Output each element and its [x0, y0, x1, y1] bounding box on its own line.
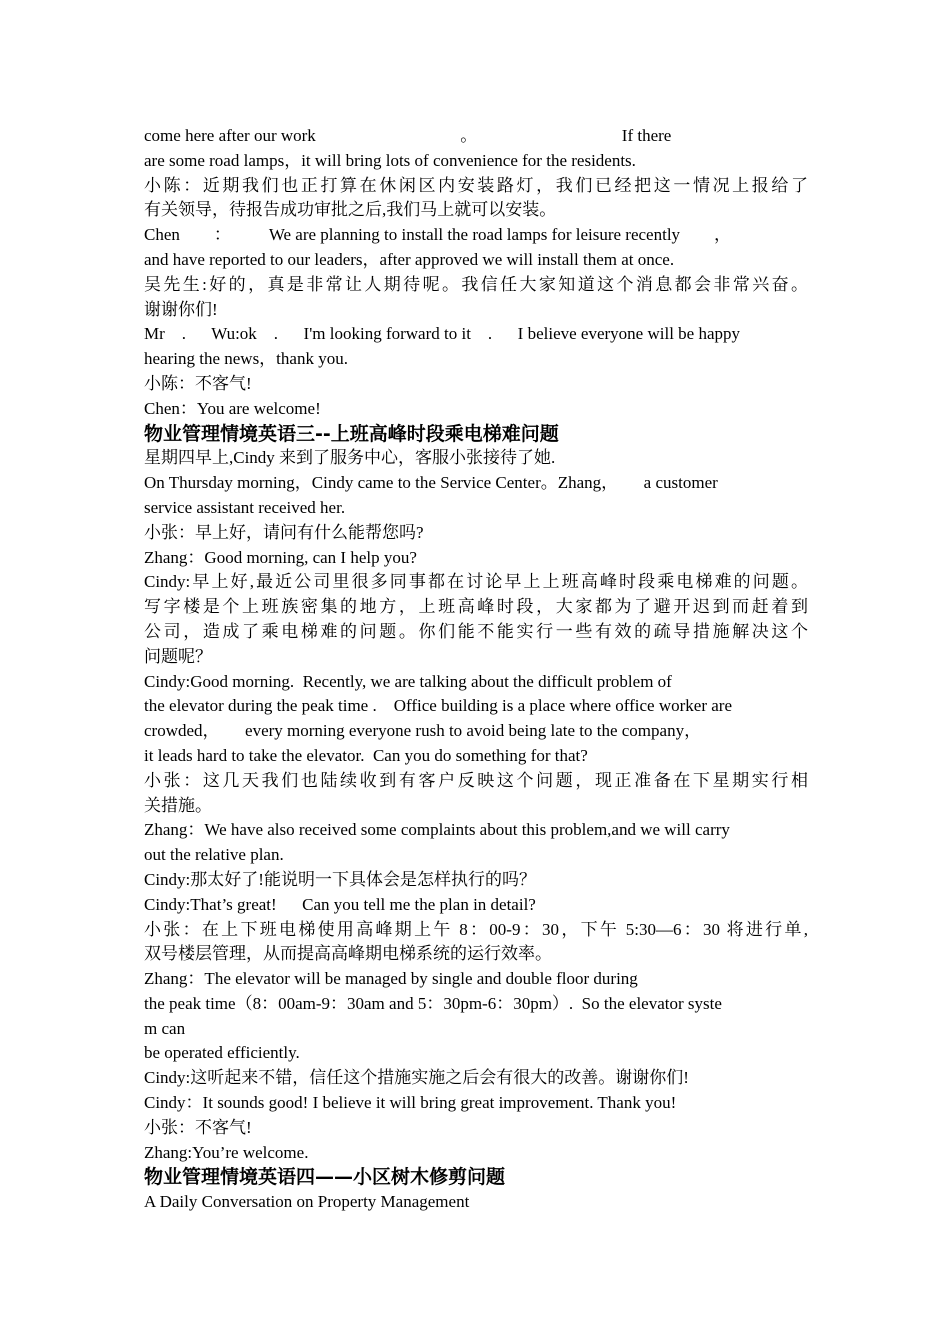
- text-line: Cindy：It sounds good! I believe it will bring great improvement. Thank you!: [144, 1093, 677, 1113]
- text-line: Mr . Wu:ok . I'm looking forward to it . I believe everyone will be happy: [144, 324, 741, 344]
- text-line: 谢谢你们!: [144, 299, 218, 319]
- text-line: hearing the news，thank you.: [144, 349, 348, 369]
- text-line: Cindy:Good morning. Recently, we are talking about the difficult problem of: [144, 671, 672, 691]
- text-line: Zhang：The elevator will be managed by single and double floor during: [144, 969, 638, 989]
- text-line: it leads hard to take the elevator. Can you do something for that?: [144, 745, 588, 765]
- section-heading-3: 物业管理情境英语三--上班高峰时段乘电梯难问题: [144, 422, 559, 445]
- text-line: be operated efficiently.: [144, 1043, 300, 1063]
- text-line: Chen：You are welcome!: [144, 398, 321, 418]
- text-line: Zhang：We have also received some complaints about this problem,and we will carry: [144, 820, 730, 840]
- text-line: out the relative plan.: [144, 845, 284, 865]
- text-line: 公司，造成了乘电梯难的问题。你们能不能实行一些有效的疏导措施解决这个: [144, 621, 808, 641]
- section-heading-4: 物业管理情境英语四——小区树木修剪问题: [144, 1166, 506, 1189]
- text-line: 小张：在上下班电梯使用高峰期上午 8：00-9：30，下午 5:30—6：30 将进行单,: [144, 919, 808, 939]
- text-line: 吴先生:好的，真是非常让人期待呢。我信任大家知道这个消息都会非常兴奋。: [144, 274, 808, 294]
- text-line: 小张：不客气!: [144, 1117, 252, 1137]
- text-line: m can: [144, 1018, 186, 1038]
- text-line: Zhang：Good morning, can I help you?: [144, 547, 417, 567]
- text-line: Cindy:这听起来不错，信任这个措施实施之后会有很大的改善。谢谢你们!: [144, 1068, 689, 1088]
- text-line: A Daily Conversation on Property Management: [144, 1192, 470, 1212]
- text-line: 双号楼层管理，从而提高高峰期电梯系统的运行效率。: [144, 944, 552, 964]
- text-line: 小张：早上好，请问有什么能帮您吗?: [144, 522, 424, 542]
- text-line: 关措施。: [144, 795, 212, 815]
- text-line: come here after our work 。 If there: [144, 126, 672, 145]
- text-line: 小张：这几天我们也陆续收到有客户反映这个问题，现正准备在下星期实行相: [144, 770, 808, 790]
- text-line: are some road lamps，it will bring lots of convenience for the residents.: [144, 150, 636, 170]
- text-line: Cindy:那太好了!能说明一下具体会是怎样执行的吗？: [144, 869, 536, 889]
- text-line: service assistant received her.: [144, 497, 346, 517]
- text-line: 小陈：不客气!: [144, 373, 252, 393]
- text-line: Cindy:That’s great! Can you tell me the plan in detail?: [144, 894, 536, 914]
- text-line: 小陈：近期我们也正打算在休闲区内安装路灯，我们已经把这一情况上报给了: [144, 175, 808, 195]
- text-line: 问题呢？: [144, 646, 212, 666]
- text-line: Cindy:早上好,最近公司里很多同事都在讨论早上上班高峰时段乘电梯难的问题。: [144, 572, 808, 592]
- text-line: 星期四早上,Cindy 来到了服务中心，客服小张接待了她.: [144, 448, 556, 468]
- text-line: and have reported to our leaders，after approved we will install them at once.: [144, 249, 675, 269]
- text-line: Chen ： We are planning to install the road lamps for leisure recently ，: [144, 225, 732, 245]
- text-line: the elevator during the peak time . Office building is a place where office worker are: [144, 696, 732, 716]
- text-line: the peak time（8：00am-9：30am and 5：30pm-6：30pm）. So the elevator syste: [144, 993, 722, 1013]
- text-line: Zhang:You’re welcome.: [144, 1142, 309, 1162]
- text-line: crowded， every morning everyone rush to avoid being late to the company，: [144, 721, 702, 741]
- document-body: [144, 124, 808, 1215]
- text-line: 有关领导，待报告成功审批之后,我们马上就可以安装。: [144, 200, 557, 220]
- text-line: 写字楼是个上班族密集的地方，上班高峰时段，大家都为了避开迟到而赶着到: [144, 597, 808, 617]
- text-line: On Thursday morning，Cindy came to the Service Center。Zhang， a customer: [144, 473, 718, 493]
